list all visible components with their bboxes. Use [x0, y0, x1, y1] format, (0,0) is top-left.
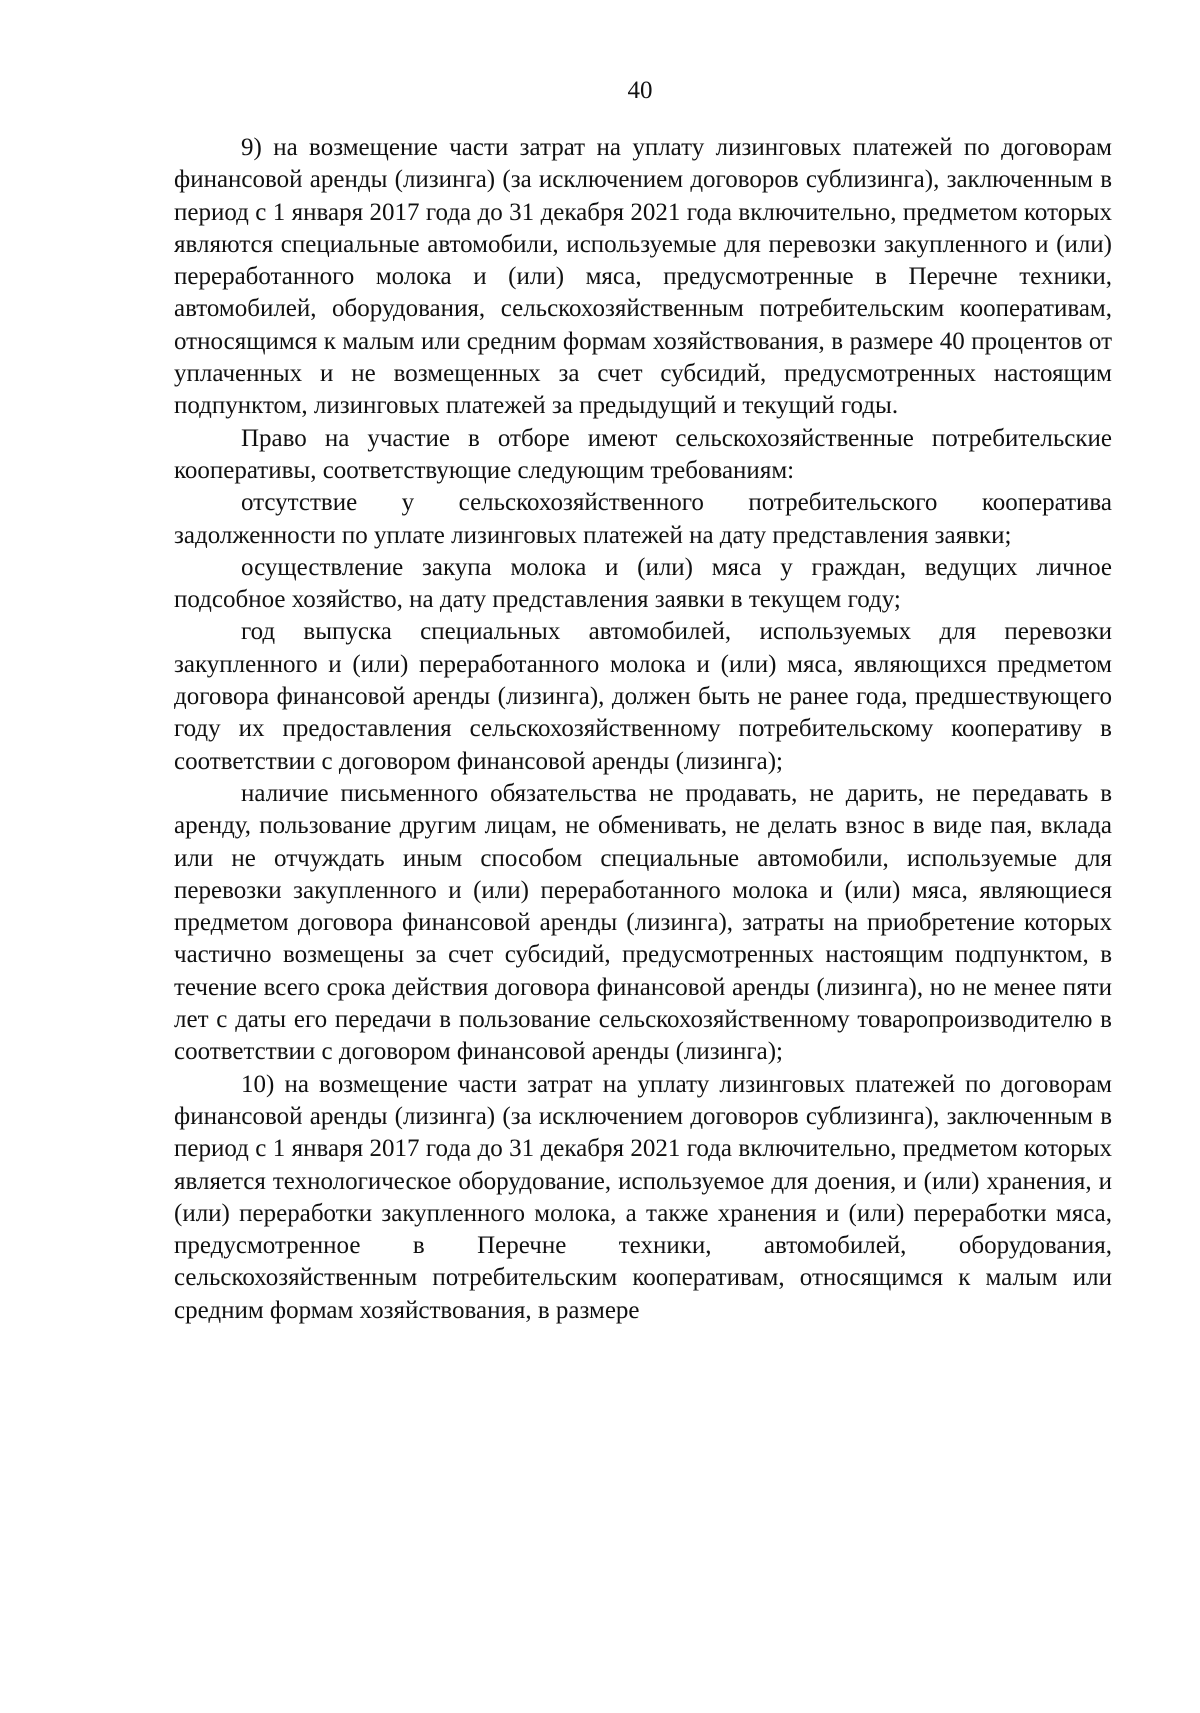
page-number: 40 — [627, 77, 653, 104]
paragraph-requirement-purchase: осуществление закупа молока и (или) мяса у граждан, ведущих личное подсобное хозяйство, на дату представления заявки в текущем году; — [174, 553, 1112, 614]
document-body — [174, 132, 1112, 1327]
paragraph-requirement-obligation: наличие письменного обязательства не продавать, не дарить, не передавать в аренду, пользование другим лицам, не обменивать, не делать взнос в виде пая, вклада или не отчуждать иным способом специальные автомобили, используемые для перевозки закупленного и (или) переработанного молока и (или) мяса, являющиеся предметом договора финансовой аренды (лизинга), затраты на приобретение которых частично возмещены за счет субсидий, предусмотренных настоящим подпунктом, в течение всего срока действия договора финансовой аренды (лизинга), но не менее пяти лет с даты его передачи в пользование сельскохозяйственному товаропроизводителю в соответствии с договором финансовой аренды (лизинга); — [174, 779, 1112, 1066]
paragraph-item-10: 10) на возмещение части затрат на уплату лизинговых платежей по договорам финансовой аренды (лизинга) (за исключением договоров сублизинга), заключенным в период с 1 января 2017 года до 31 декабря 2021 года включительно, предметом которых является технологическое оборудование, используемое для доения, и (или) хранения, и (или) переработки закупленного молока, а также хранения и (или) переработки мяса, предусмотренное в Перечне техники, автомобилей, оборудования, сельскохозяйственным потребительским кооперативам, относящимся к малым или средним формам хозяйствования, в размере — [174, 1070, 1112, 1324]
paragraph-requirement-vehicle-year: год выпуска специальных автомобилей, используемых для перевозки закупленного и (или) переработанного молока и (или) мяса, являющихся предметом договора финансовой аренды (лизинга), должен быть не ранее года, предшествующего году их предоставления сельскохозяйственному потребительскому кооперативу в соответствии с договором финансовой аренды (лизинга); — [174, 618, 1112, 775]
paragraph-item-9: 9) на возмещение части затрат на уплату лизинговых платежей по договорам финансовой аренды (лизинга) (за исключением договоров сублизинга), заключенным в период с 1 января 2017 года до 31 декабря 2021 года включительно, предметом которых являются специальные автомобили, используемые для перевозки закупленного и (или) переработанного молока и (или) мяса, предусмотренные в Перечне техники, автомобилей, оборудования, сельскохозяйственным потребительским кооперативам, относящимся к малым или средним формам хозяйствования, в размере 40 процентов от уплаченных и не возмещенных за счет субсидий, предусмотренных настоящим подпунктом, лизинговых платежей за предыдущий и текущий годы. — [174, 134, 1112, 420]
paragraph-selection-right: Право на участие в отборе имеют сельскохозяйственные потребительские кооперативы, соответствующие следующим требованиям: — [174, 424, 1112, 484]
paragraph-requirement-no-debt: отсутствие у сельскохозяйственного потребительского кооператива задолженности по уплате лизинговых платежей на дату представления заявки; — [174, 489, 1112, 549]
